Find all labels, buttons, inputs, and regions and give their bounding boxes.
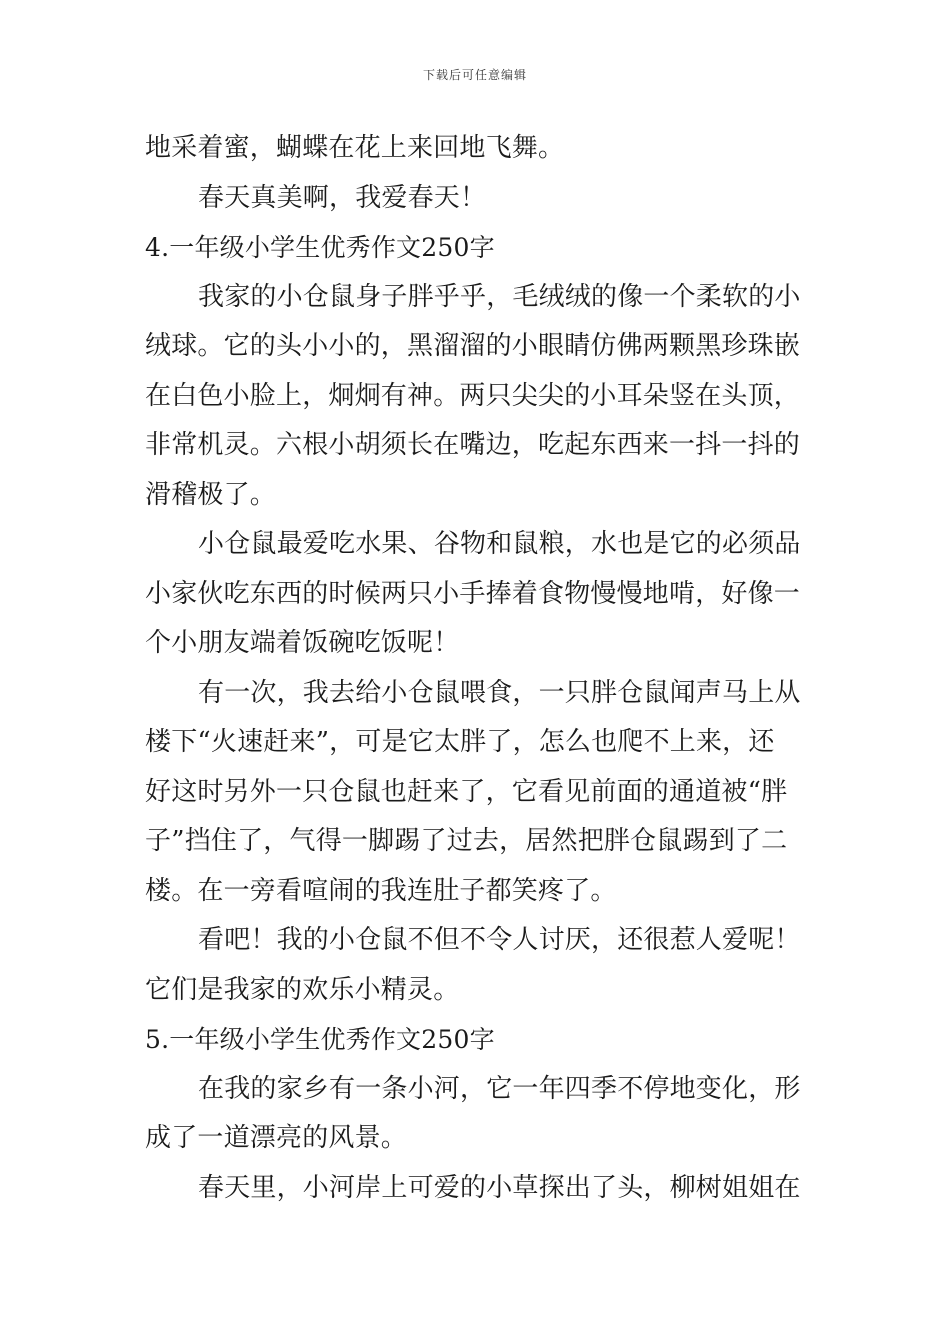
paragraph-line: 有一次，我去给小仓鼠喂食，一只胖仓鼠闻声马上从 (198, 677, 801, 708)
document-body (145, 124, 810, 1213)
text-line: 它们是我家的欢乐小精灵。 (145, 974, 460, 1005)
page-header-note: 下载后可任意编辑 (422, 68, 527, 82)
section-heading: 4.一年级小学生优秀作文250字 (145, 233, 495, 262)
text-line: 小家伙吃东西的时候两只小手捧着食物慢慢地啃，好像一 (145, 578, 801, 609)
text-line: 个小朋友端着饭碗吃饭呢！ (145, 628, 460, 658)
text-line: 好这时另外一只仓鼠也赶来了，它看见前面的通道被“胖 (145, 776, 788, 807)
text-line: 滑稽极了。 (145, 479, 277, 510)
text-line: 楼。在一旁看喧闹的我连肚子都笑疼了。 (145, 875, 617, 906)
text-line: 绒球。它的头小小的，黑溜溜的小眼睛仿佛两颗黑珍珠嵌 (145, 331, 801, 361)
text-line: 非常机灵。六根小胡须长在嘴边，吃起东西来一抖一抖的 (145, 430, 801, 460)
paragraph-line: 小仓鼠最爱吃水果、谷物和鼠粮，水也是它的必须品 (198, 529, 801, 559)
paragraph-line: 在我的家乡有一条小河，它一年四季不停地变化，形 (198, 1073, 801, 1104)
text-line: 子”挡住了，气得一脚踢了过去，居然把胖仓鼠踢到了二 (145, 826, 788, 856)
text-line: 成了一道漂亮的风景。 (145, 1123, 408, 1153)
paragraph-line: 春天真美啊，我爱春天！ (198, 182, 487, 213)
paragraph-line: 看吧！我的小仓鼠不但不令人讨厌，还很惹人爱呢！ (198, 925, 801, 955)
section-heading: 5.一年级小学生优秀作文250字 (145, 1025, 495, 1054)
paragraph-line: 春天里，小河岸上可爱的小草探出了头，柳树姐姐在 (198, 1172, 801, 1203)
text-line: 在白色小脸上，炯炯有神。两只尖尖的小耳朵竖在头顶， (145, 380, 801, 411)
text-line: 楼下“火速赶来”，可是它太胖了，怎么也爬不上来，还 (145, 727, 775, 757)
text-line: 地采着蜜，蝴蝶在花上来回地飞舞。 (145, 133, 565, 163)
paragraph-line: 我家的小仓鼠身子胖乎乎，毛绒绒的像一个柔软的小 (198, 281, 801, 312)
